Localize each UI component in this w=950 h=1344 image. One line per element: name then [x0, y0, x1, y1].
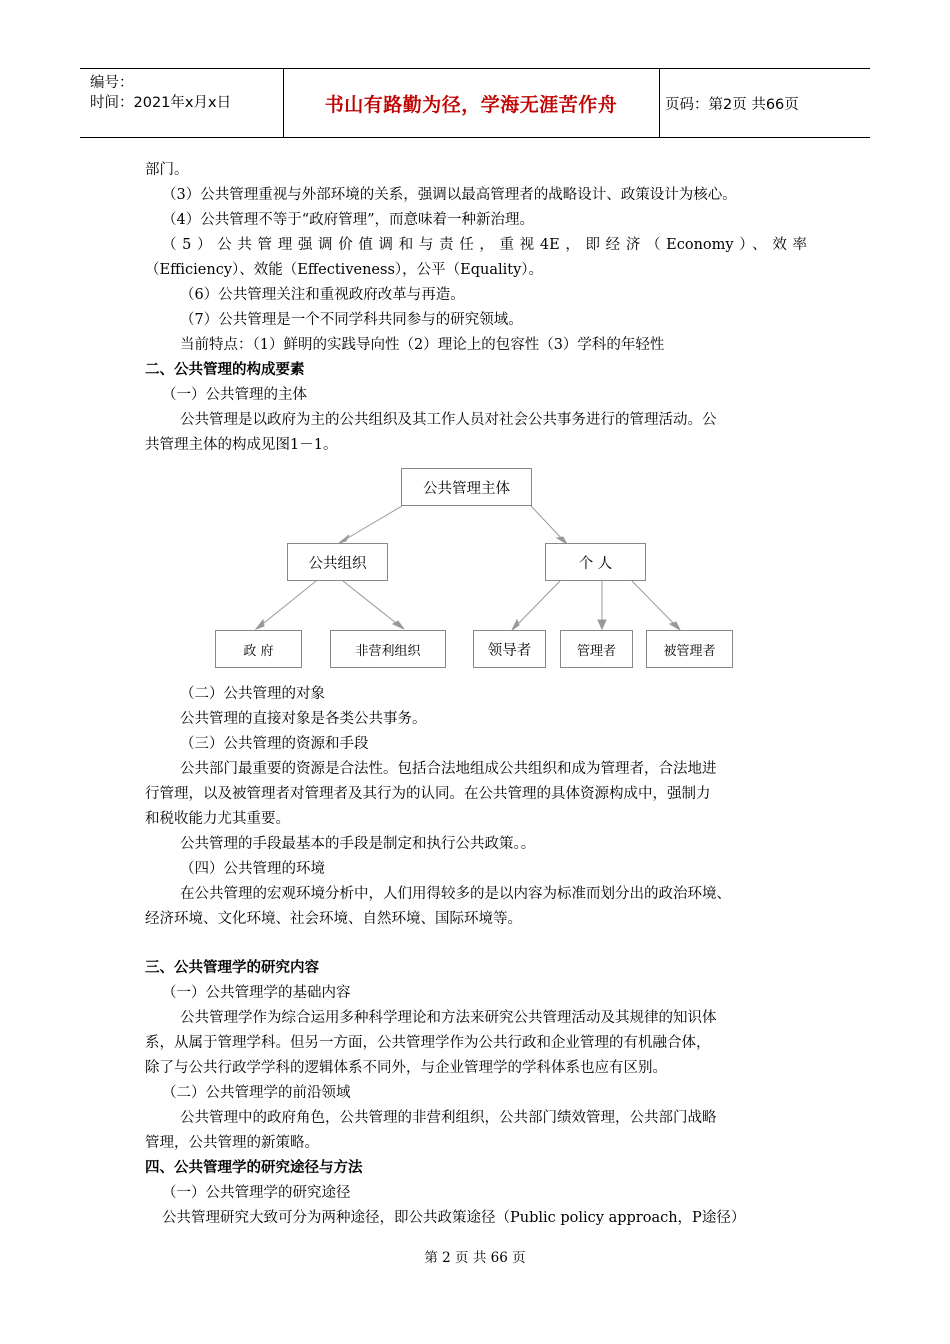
node-npo: 非营利组织: [330, 630, 446, 668]
text-line: 公共管理是以政府为主的公共组织及其工作人员对社会公共事务进行的管理活动。公: [180, 412, 717, 428]
text-line: 共管理主体的构成见图1－1。: [145, 437, 338, 453]
connector: [343, 581, 401, 627]
text-line: 系，从属于管理学科。但另一方面，公共管理学作为公共行政和企业管理的有机融合体，: [145, 1035, 711, 1051]
arrowhead: [339, 535, 349, 543]
section-heading: 二、公共管理的构成要素: [145, 362, 305, 378]
node-leader: 领导者: [473, 630, 546, 668]
date-label: 时间：2021年x月x日: [90, 95, 232, 111]
page-footer: 第 2 页 共 66 页: [424, 1250, 526, 1266]
text-line: 和税收能力尤其重要。: [145, 811, 290, 827]
connector: [259, 581, 316, 627]
section-heading: 三、公共管理学的研究内容: [145, 960, 319, 976]
code-label: 编号：: [90, 75, 134, 91]
text-line: （Efficiency）、效能（Effectiveness），公平（Equality）。: [145, 262, 544, 278]
connector: [531, 506, 564, 541]
text-line: 公共管理中的政府角色，公共管理的非营利组织，公共部门绩效管理，公共部门战略: [180, 1110, 717, 1126]
sub-heading: （一）公共管理的主体: [162, 387, 307, 403]
text-line: 经济环境、文化环境、社会环境、自然环境、国际环境等。: [145, 911, 522, 927]
node-root: 公共管理主体: [401, 468, 532, 506]
header-page-label: 页码：第2页 共66页: [665, 97, 799, 113]
header-motto: 书山有路勤为径，学海无涯苦作舟: [324, 93, 618, 116]
text-line: 行管理，以及被管理者对管理者及其行为的认同。在公共管理的具体资源构成中，强制力: [145, 786, 711, 802]
text-line: 除了与公共行政学学科的逻辑体系不同外，与企业管理学的学科体系也应有区别。: [145, 1060, 667, 1076]
connector: [632, 581, 677, 627]
text-line: 当前特点：（1）鲜明的实践导向性（2）理论上的包容性（3）学科的年轻性: [180, 337, 665, 353]
node-individual: 个 人: [545, 543, 646, 581]
arrowhead: [670, 622, 680, 630]
text-line: 公共管理学作为综合运用多种科学理论和方法来研究公共管理活动及其规律的知识体: [180, 1010, 717, 1026]
node-government: 政 府: [215, 630, 302, 668]
sub-heading: （二）公共管理学的前沿领域: [162, 1085, 351, 1101]
text-line: 在公共管理的宏观环境分析中，人们用得较多的是以内容为标准而划分出的政治环境、: [180, 886, 731, 902]
text-line: （4）公共管理不等于“政府管理”，而意味着一种新治理。: [162, 212, 535, 228]
connector: [341, 506, 402, 542]
text-line: （7）公共管理是一个不同学科共同参与的研究领域。: [180, 312, 523, 328]
sub-heading: （三）公共管理的资源和手段: [180, 736, 369, 752]
sub-heading: （二）公共管理的对象: [180, 686, 325, 702]
text-line: （5）公共管理强调价值调和与责任，重视4E，即经济（Economy）、效率: [162, 237, 807, 253]
sub-heading: （四）公共管理的环境: [180, 861, 325, 877]
text-line: 部门。: [145, 162, 189, 178]
sub-heading: （一）公共管理学的基础内容: [162, 985, 351, 1001]
sub-heading: （一）公共管理学的研究途径: [162, 1185, 351, 1201]
text-line: （6）公共管理关注和重视政府改革与再造。: [180, 287, 465, 303]
text-line: （3）公共管理重视与外部环境的关系，强调以最高管理者的战略设计、政策设计为核心。: [162, 187, 737, 203]
arrowhead: [598, 620, 606, 629]
connector: [515, 581, 560, 627]
text-line: 公共管理的手段最基本的手段是制定和执行公共政策。。: [180, 836, 536, 852]
section-heading: 四、公共管理学的研究途径与方法: [145, 1160, 363, 1176]
arrowhead: [512, 620, 519, 630]
node-manager: 管理者: [560, 630, 633, 668]
text-line: 公共部门最重要的资源是合法性。包括合法地组成公共组织和成为管理者，合法地进: [180, 761, 717, 777]
node-public-org: 公共组织: [287, 543, 388, 581]
arrowhead: [256, 620, 264, 629]
text-line: 公共管理的直接对象是各类公共事务。: [180, 711, 427, 727]
text-line: 公共管理研究大致可分为两种途径，即公共政策途径（Public policy approach，P途径）: [162, 1210, 746, 1226]
text-line: 管理，公共管理的新策略。: [145, 1135, 319, 1151]
node-managed: 被管理者: [646, 630, 733, 668]
